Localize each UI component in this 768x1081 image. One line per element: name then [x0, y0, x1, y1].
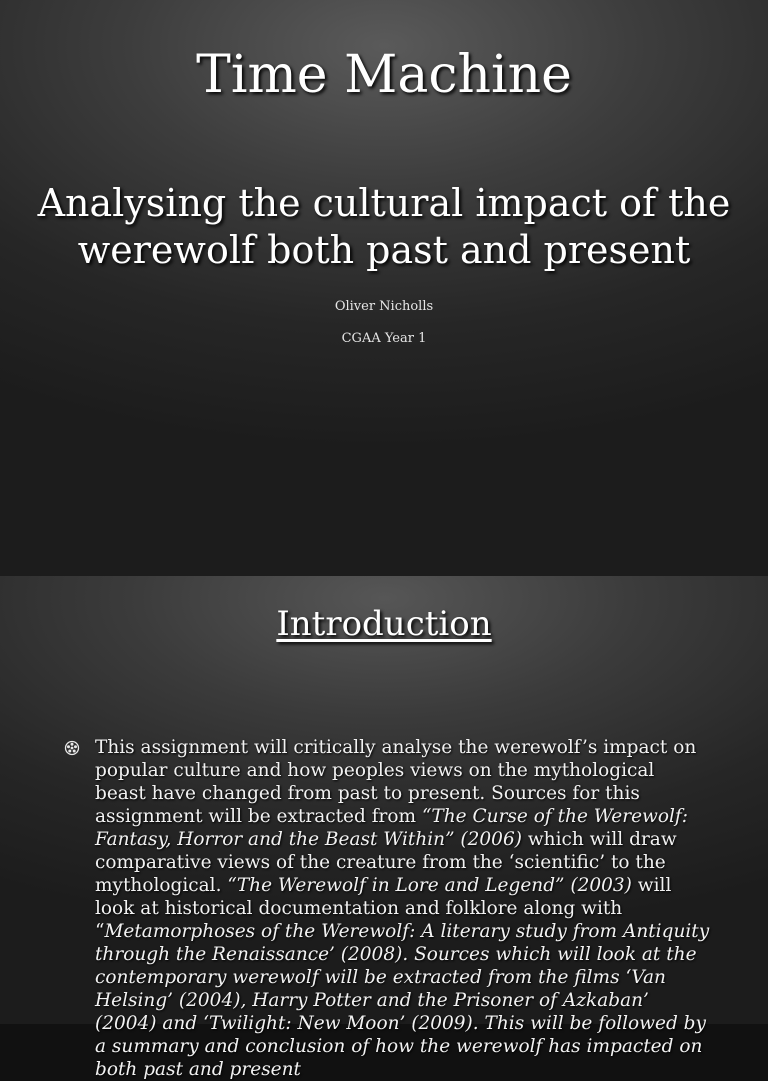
course-name: CGAA Year 1: [341, 331, 427, 346]
introduction-paragraph: [95, 736, 710, 1081]
introduction-slide: [0, 576, 768, 1080]
film-reel-icon: [64, 740, 80, 756]
intro-source-1: “The Curse of the Werewolf: Fantasy, Horror and the Beast Within” (2006): [95, 806, 689, 850]
slide-heading: Introduction: [276, 604, 492, 644]
slide-title: Time Machine: [196, 45, 572, 105]
slide-subtitle: Analysing the cultural impact of the werewolf both past and present: [37, 181, 731, 272]
intro-text-1: This assignment will critically analyse the werewolf’s impact on popular culture and how peoples views on the mythological beast have changed from past to present. Sources for this assignment will be extracted from: [95, 737, 697, 827]
intro-source-2: “The Werewolf in Lore and Legend” (2003): [227, 875, 632, 896]
intro-text-3: will look at historical documentation and folklore along with “: [95, 875, 672, 942]
intro-source-3: Metamorphoses of the Werewolf: A literary study from Antiquity through the Renaissance’ (2008). Sources which will look at the contemporary werewolf will be extracted from the films ‘Van Helsing’ (2004), Harry Potter and the Prisoner of Azkaban’ (2004) and ‘Twilight: New Moon’ (2009). This will be followed by a summary and conclusion of how the werewolf has impacted on both past and present: [95, 921, 710, 1080]
author-name: Oliver Nicholls: [334, 299, 434, 314]
intro-text-2: which will draw comparative views of the creature from the ‘scientific’ to the mythological.: [95, 829, 677, 896]
